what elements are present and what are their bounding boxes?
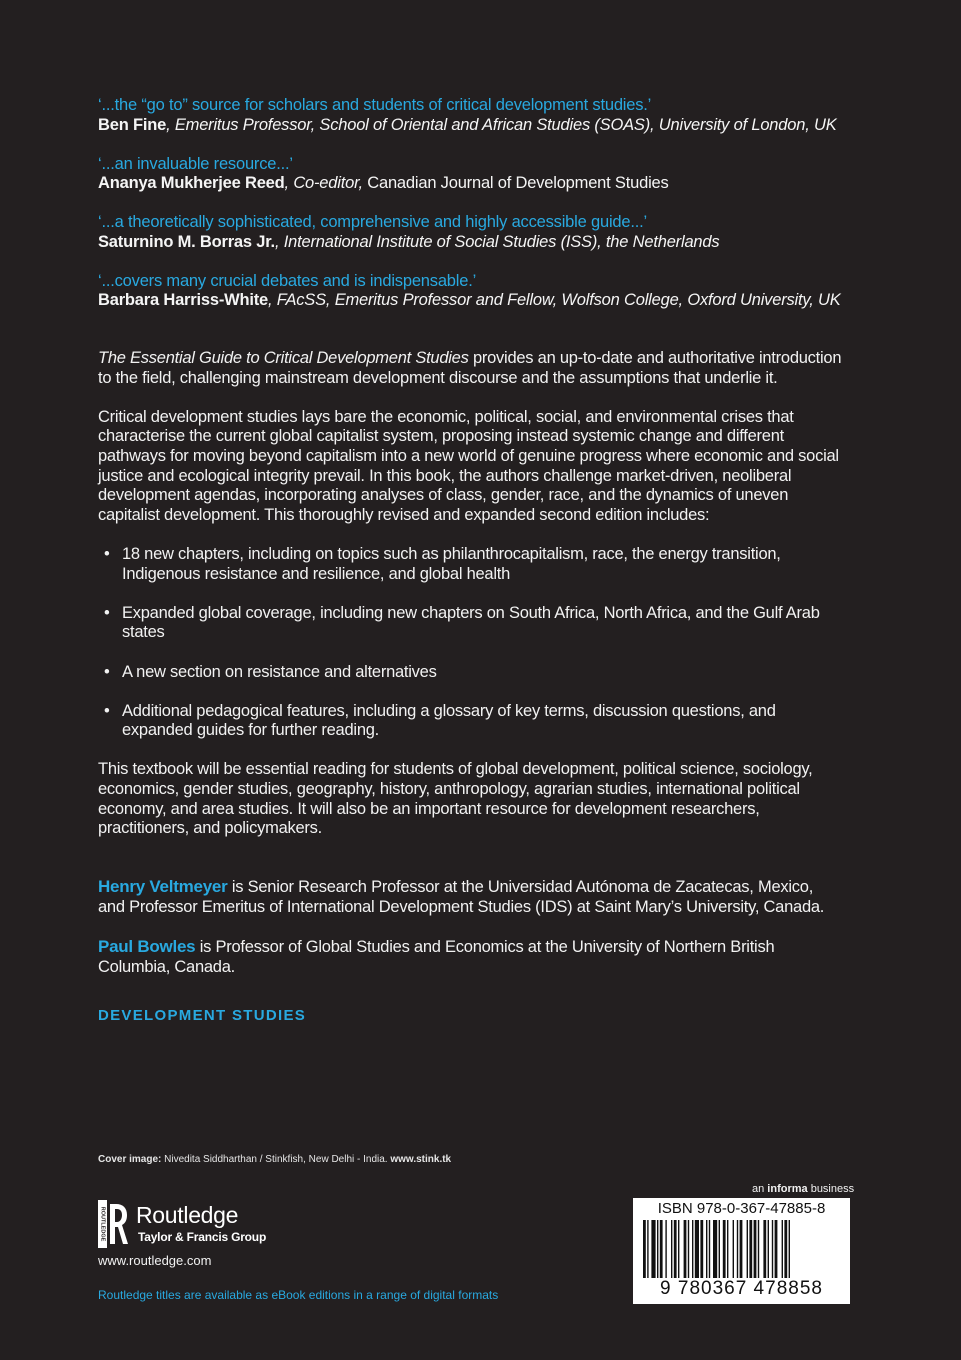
endorser-name: Ben Fine bbox=[98, 115, 167, 134]
bullet-icon: • bbox=[104, 701, 110, 720]
endorsement-quote: ‘...an invaluable resource...’ bbox=[98, 154, 293, 173]
cover-image-credit: Cover image: Nivedita Siddharthan / Stinkfish, New Delhi - India. www.stink.tk bbox=[98, 1154, 452, 1165]
intro-paragraph bbox=[98, 349, 843, 388]
endorsement-quote: ‘...a theoretically sophisticated, comprehensive and highly accessible guide...’ bbox=[98, 213, 647, 231]
bullet-icon: • bbox=[104, 662, 110, 681]
endorser-journal: Canadian Journal of Development Studies bbox=[367, 174, 669, 192]
endorser-name: Barbara Harriss-White bbox=[98, 291, 269, 309]
back-cover-text bbox=[98, 96, 843, 1024]
endorsement bbox=[98, 272, 843, 311]
ebook-note: Routledge titles are available as eBook editions in a range of digital formats bbox=[98, 1288, 499, 1302]
description-paragraph: Critical development studies lays bare the economic, political, social, and environmental crises that characterise the current global capitalist system, proposing instead systemic change and different pathways for moving beyond capitalism into a new world of genuine progress where economic and social justice and ecological integrity prevail. In this book, the authors challenge market-driven, neoliberal development agendas, incorporating analyses of class, gender, race, and the dynamics of uneven capitalist development. This thoroughly revised and expanded second edition includes: bbox=[98, 407, 839, 524]
author-name: Paul Bowles bbox=[98, 937, 196, 957]
informa-tagline: an informa business bbox=[752, 1183, 855, 1195]
bullet-icon: • bbox=[104, 544, 110, 563]
feature-item: • A new section on resistance and alternatives bbox=[104, 662, 437, 681]
intro-text: provides an up-to-date and authoritative introduction to the field, challenging mainstream development discourse and the assumptions that underlie it. bbox=[98, 349, 842, 387]
barcode-bars bbox=[641, 1220, 842, 1278]
endorser-affiliation: , Emeritus Professor, School of Oriental and African Studies (SOAS), University of London, UK bbox=[166, 115, 837, 134]
isbn-label: ISBN 978-0-367-47885-8 bbox=[657, 1200, 826, 1217]
endorser-role: , Co-editor, bbox=[284, 174, 368, 192]
author-bio bbox=[98, 937, 843, 977]
endorsement-quote: ‘...the “go to” source for scholars and students of critical development studies.’ bbox=[98, 96, 652, 114]
routledge-r-icon bbox=[98, 1200, 128, 1248]
endorsement bbox=[98, 96, 843, 135]
feature-list bbox=[98, 545, 843, 741]
endorsement-quote: ‘...covers many crucial debates and is indispensable.’ bbox=[98, 271, 477, 290]
book-title: The Essential Guide to Critical Development Studies bbox=[98, 349, 469, 367]
svg-text:ROUTLEDGE: ROUTLEDGE bbox=[99, 1206, 106, 1242]
endorser-name: Saturnino M. Borras Jr. bbox=[98, 232, 275, 251]
author-bio bbox=[98, 877, 843, 917]
endorser-name: Ananya Mukherjee Reed bbox=[98, 174, 285, 192]
subject-category: DEVELOPMENT STUDIES bbox=[98, 1007, 307, 1025]
endorser-affiliation: , International Institute of Social Studies (ISS), the Netherlands bbox=[274, 232, 720, 251]
routledge-logo bbox=[98, 1200, 288, 1248]
publisher-name: Routledge bbox=[136, 1202, 239, 1228]
feature-item: • Expanded global coverage, including new chapters on South Africa, North Africa, and the Gulf Arab states bbox=[104, 603, 820, 642]
author-bio-text: is Senior Research Professor at the Universidad Autónoma de Zacatecas, Mexico, and Professor Emeritus of International Development Studies (IDS) at Saint Mary’s University, Canada. bbox=[98, 878, 825, 917]
author-name: Henry Veltmeyer bbox=[98, 877, 228, 897]
endorsement bbox=[98, 213, 843, 252]
publisher-group: Taylor & Francis Group bbox=[138, 1230, 267, 1244]
feature-item: • Additional pedagogical features, including a glossary of key terms, discussion questions, and expanded guides for further reading. bbox=[104, 701, 776, 740]
barcode-digits: 9 780367 478858 bbox=[660, 1278, 823, 1299]
endorser-affiliation: , FAcSS, Emeritus Professor and Fellow, Wolfson College, Oxford University, UK bbox=[268, 291, 841, 309]
endorsement bbox=[98, 155, 843, 194]
author-bio-text: is Professor of Global Studies and Economics at the University of Northern British Columbia, Canada. bbox=[98, 938, 775, 976]
isbn-barcode bbox=[633, 1198, 850, 1304]
publisher-website: www.routledge.com bbox=[98, 1253, 212, 1268]
feature-item: • 18 new chapters, including on topics such as philanthrocapitalism, race, the energy transition, Indigenous resistance and resilience, and global health bbox=[104, 544, 781, 583]
audience-paragraph: This textbook will be essential reading for students of global development, political science, sociology, economics, gender studies, geography, history, anthropology, agrarian studies, international political economy, and area studies. It will also be an important resource for development researchers, practitioners, and policymakers. bbox=[98, 760, 813, 838]
credit-website: www.stink.tk bbox=[390, 1154, 452, 1165]
bullet-icon: • bbox=[104, 603, 110, 622]
